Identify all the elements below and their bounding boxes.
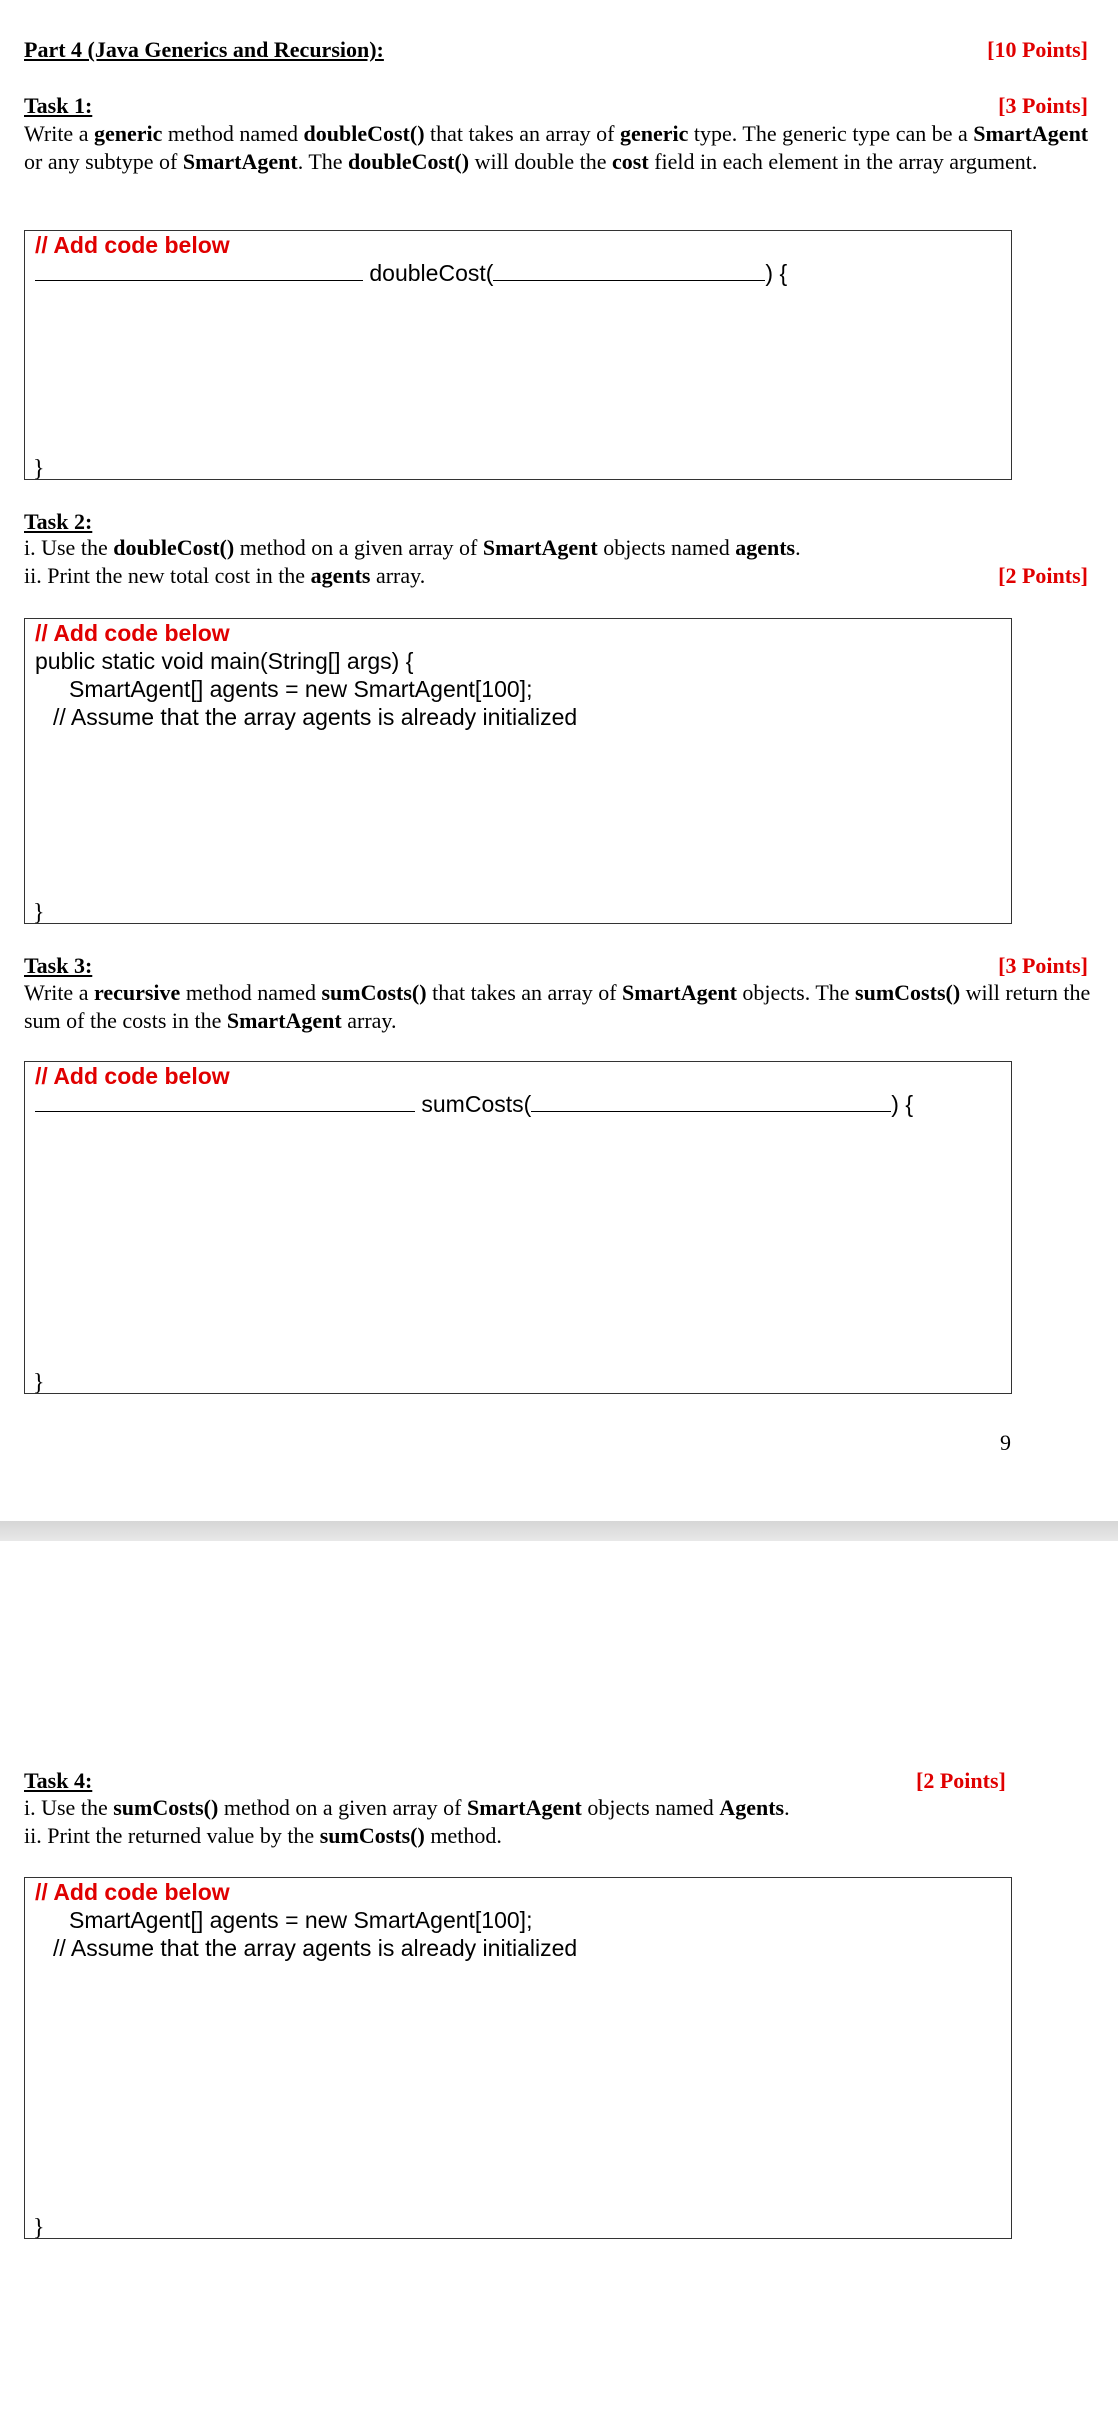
task2-line1: i. Use the doubleCost() method on a given array of SmartAgent objects named agents. <box>24 535 801 560</box>
task4-code-line-2: // Assume that the array agents is already initialized <box>53 1935 578 1961</box>
task3-code-box[interactable] <box>24 1061 1012 1394</box>
task3-title: Task 3: <box>24 953 93 978</box>
task2-code-box[interactable] <box>24 618 1012 924</box>
part-points: [10 Points] <box>987 37 1088 62</box>
task4-line2: ii. Print the returned value by the sumCosts() method. <box>24 1823 502 1848</box>
task4-title: Task 4: <box>24 1768 93 1793</box>
task1-code-box[interactable] <box>24 230 1012 480</box>
task2-line2: ii. Print the new total cost in the agents array. <box>24 563 426 588</box>
task2-code-line-1: public static void main(String[] args) { <box>35 648 414 674</box>
task1-method-name: doubleCost( <box>369 260 494 286</box>
task4-code-line-1: SmartAgent[] agents = new SmartAgent[100]; <box>69 1907 533 1933</box>
task1-return-type-blank[interactable] <box>35 262 363 281</box>
task3-close: ) { <box>891 1091 914 1117</box>
task4-points: [2 Points] <box>916 1768 1006 1793</box>
task2-title: Task 2: <box>24 509 93 534</box>
task1-points: [3 Points] <box>998 93 1088 118</box>
task2-code-line-3: // Assume that the array agents is already initialized <box>53 704 578 730</box>
task3-method-name: sumCosts( <box>421 1091 532 1117</box>
task1-signature <box>35 259 787 287</box>
task3-description: Write a recursive method named sumCosts() that takes an array of SmartAgent objects. The sumCosts() will return the sum of the costs in the SmartAgent array. <box>24 980 1091 1033</box>
task1-close: ) { <box>765 260 788 286</box>
task3-signature <box>35 1090 913 1118</box>
task4-code-box[interactable] <box>24 1877 1012 2239</box>
task2-code-line-2: SmartAgent[] agents = new SmartAgent[100]; <box>69 676 533 702</box>
task3-return-type-blank[interactable] <box>35 1093 415 1112</box>
task3-points: [3 Points] <box>998 953 1088 978</box>
task2-code-hint: // Add code below <box>35 620 230 646</box>
task2-points: [2 Points] <box>998 563 1088 588</box>
page-2 <box>0 1541 1118 2419</box>
task4-code-hint: // Add code below <box>35 1879 230 1905</box>
task1-param-blank[interactable] <box>493 262 765 281</box>
task3-brace: } <box>33 1370 45 1396</box>
task1-code-hint: // Add code below <box>35 232 230 258</box>
task1-title: Task 1: <box>24 93 93 118</box>
page-number: 9 <box>1000 1430 1011 1455</box>
task3-code-hint: // Add code below <box>35 1063 230 1089</box>
task1-brace: } <box>33 456 45 482</box>
part-title: Part 4 (Java Generics and Recursion): <box>24 37 384 62</box>
page-separator <box>0 1521 1118 1541</box>
task4-line1: i. Use the sumCosts() method on a given array of SmartAgent objects named Agents. <box>24 1795 790 1820</box>
task1-description: Write a generic method named doubleCost() that takes an array of generic type. The generic type can be a SmartAgent or any subtype of SmartAgent. The doubleCost() will double the cost field in each element in the array argument. <box>24 121 1089 174</box>
task2-brace: } <box>33 900 45 926</box>
task4-brace: } <box>33 2215 45 2241</box>
task3-param-blank[interactable] <box>531 1093 891 1112</box>
